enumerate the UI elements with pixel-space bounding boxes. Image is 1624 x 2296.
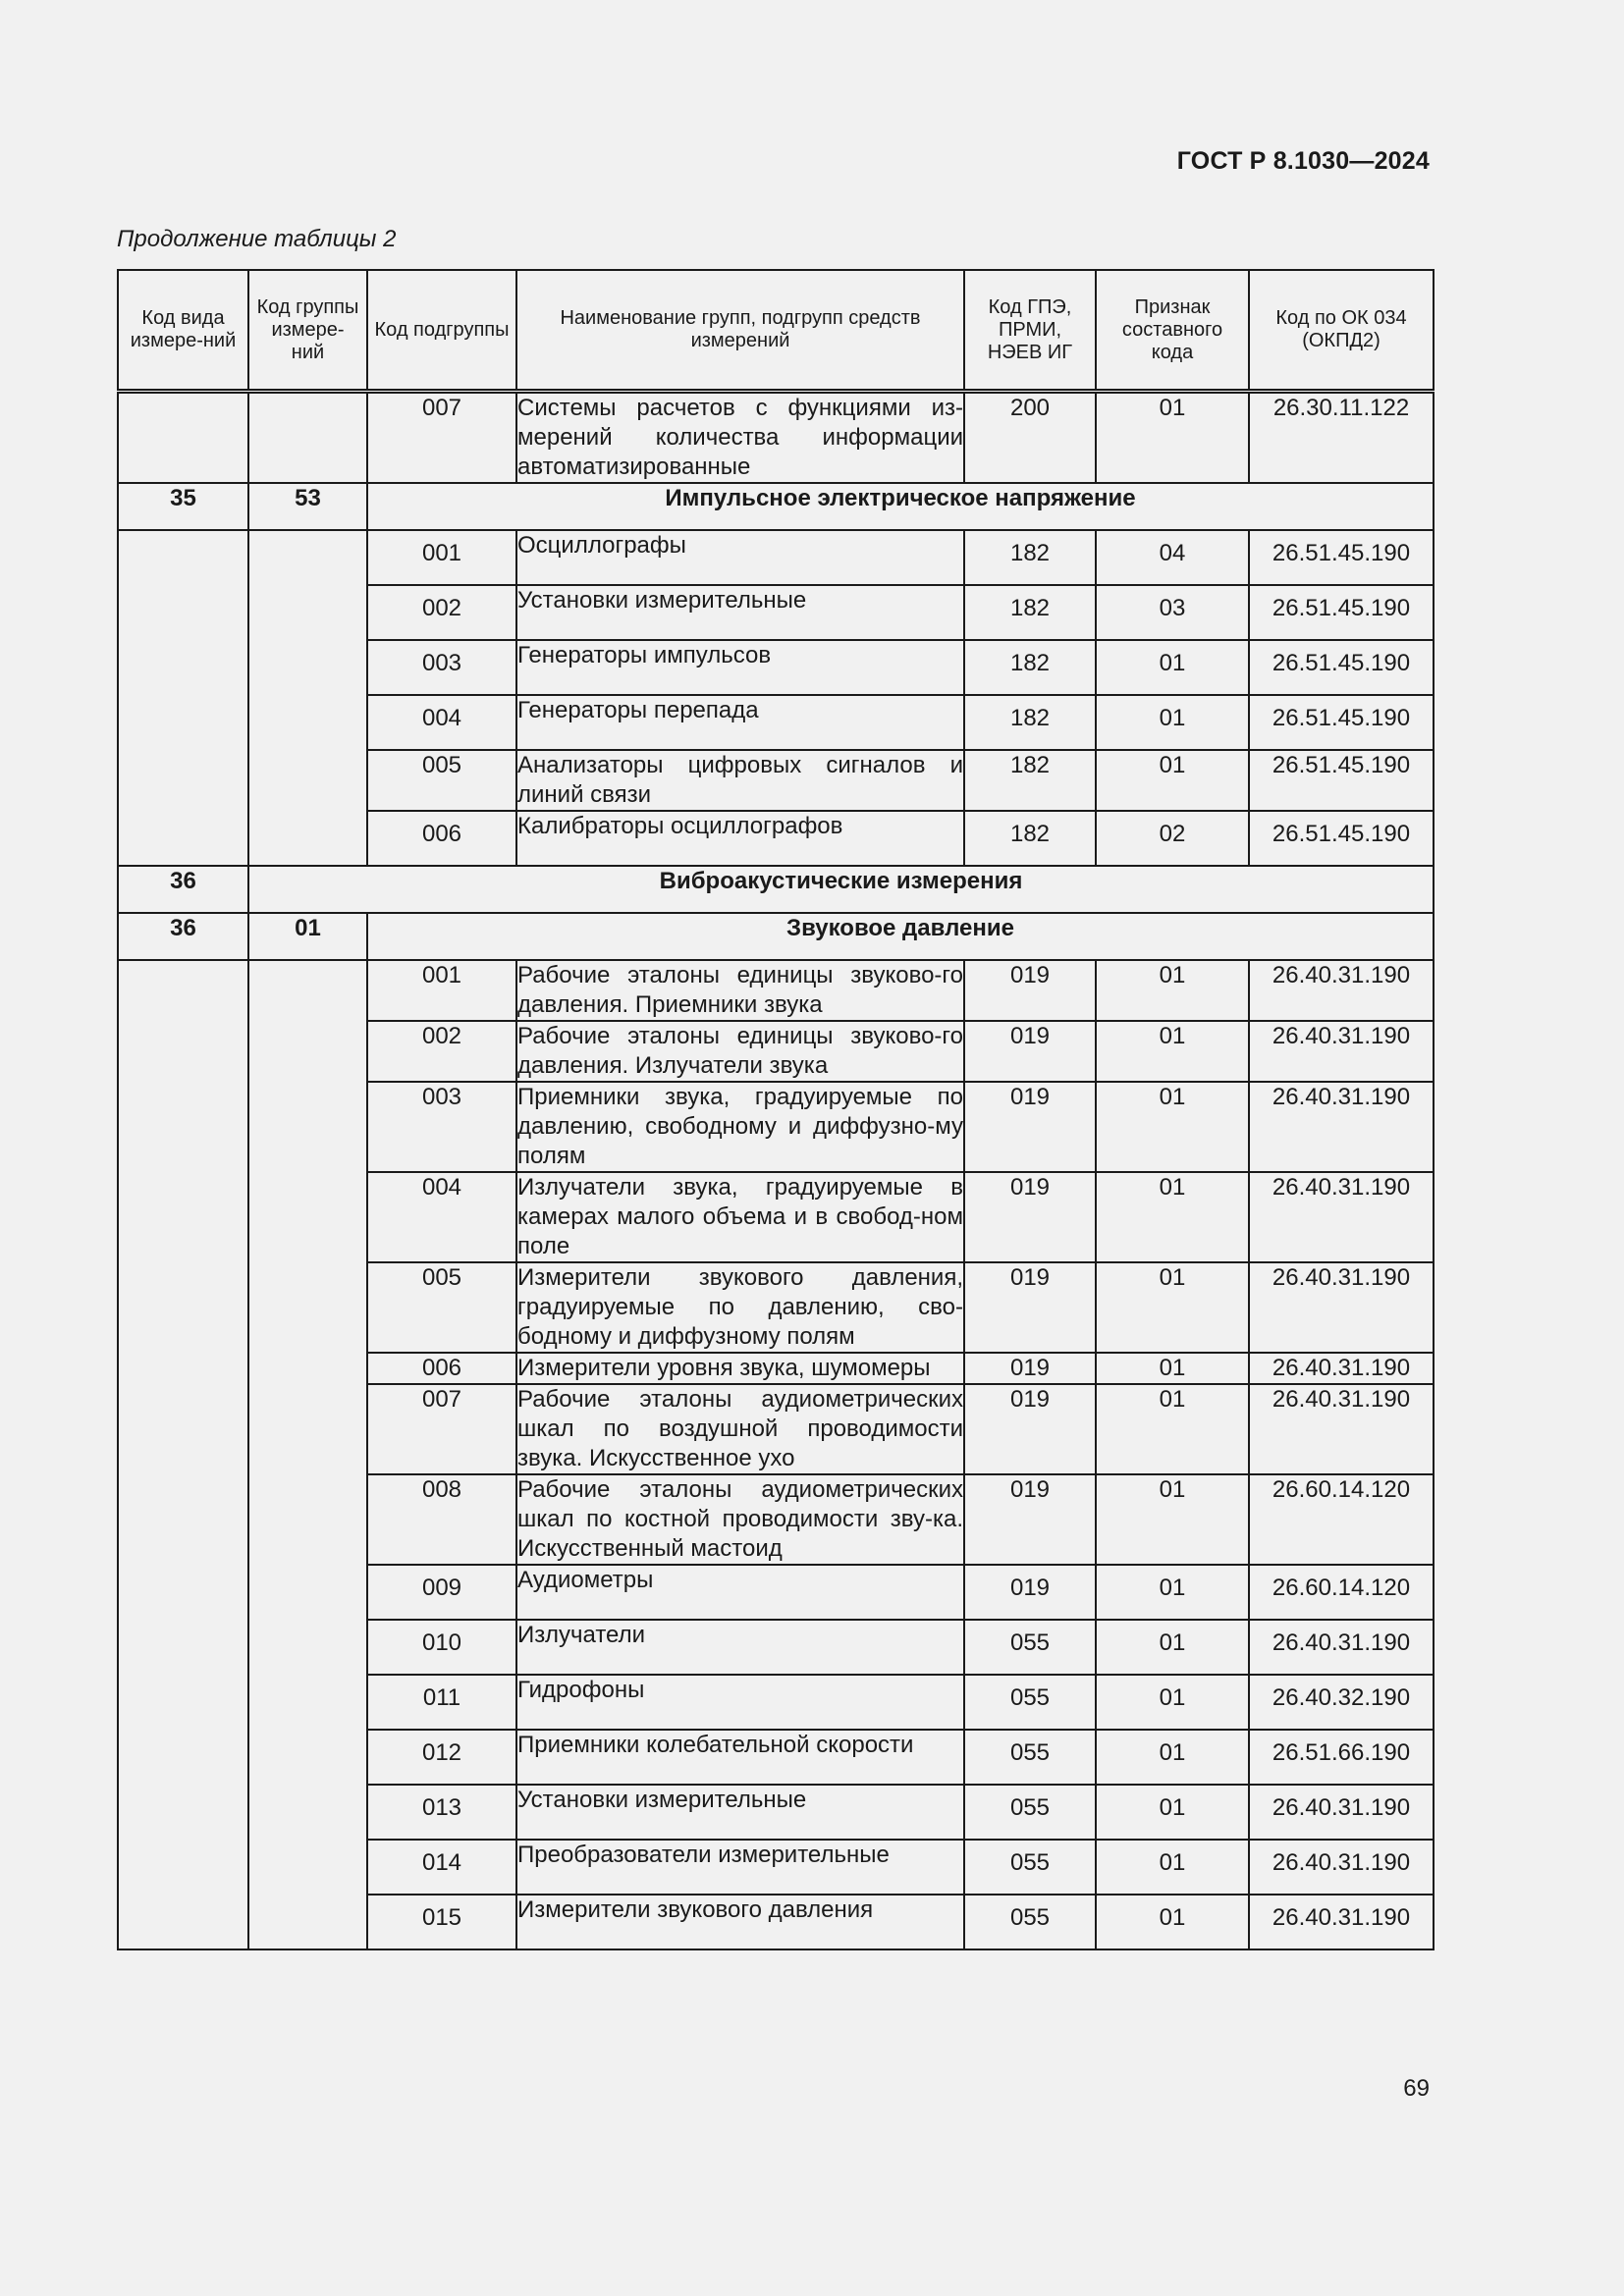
gpe-code: 019 xyxy=(964,1384,1096,1474)
composite-flag: 01 xyxy=(1096,1172,1249,1262)
composite-flag: 01 xyxy=(1096,960,1249,1021)
subgroup-code: 008 xyxy=(367,1474,516,1565)
composite-flag: 01 xyxy=(1096,1840,1249,1895)
okpd-code: 26.51.45.190 xyxy=(1249,530,1434,585)
group-row xyxy=(118,913,1434,960)
group-code: 01 xyxy=(248,913,367,960)
instrument-name: Приемники звука, градуируемые по давлению, свободному и диффузно-му полям xyxy=(516,1082,964,1172)
group-title: Звуковое давление xyxy=(367,913,1434,960)
subgroup-code: 005 xyxy=(367,1262,516,1353)
instrument-name: Установки измерительные xyxy=(516,585,964,640)
okpd-code: 26.30.11.122 xyxy=(1249,392,1434,484)
gpe-code: 182 xyxy=(964,640,1096,695)
subgroup-code: 004 xyxy=(367,695,516,750)
okpd-code: 26.40.31.190 xyxy=(1249,1082,1434,1172)
gpe-code: 055 xyxy=(964,1785,1096,1840)
gpe-code: 019 xyxy=(964,1021,1096,1082)
gpe-code: 055 xyxy=(964,1730,1096,1785)
composite-flag: 04 xyxy=(1096,530,1249,585)
composite-flag: 01 xyxy=(1096,695,1249,750)
table-row xyxy=(118,392,1434,484)
subgroup-code: 004 xyxy=(367,1172,516,1262)
classification-table xyxy=(117,269,1435,1950)
group-code-cell xyxy=(248,530,367,866)
vid-code-cell xyxy=(118,392,248,484)
gpe-code: 019 xyxy=(964,1353,1096,1384)
composite-flag: 01 xyxy=(1096,1565,1249,1620)
gpe-code: 055 xyxy=(964,1675,1096,1730)
gpe-code: 019 xyxy=(964,960,1096,1021)
group-title: Импульсное электрическое напряжение xyxy=(367,483,1434,530)
composite-flag: 01 xyxy=(1096,1895,1249,1949)
page-number: 69 xyxy=(1403,2075,1430,2102)
instrument-name: Измерители звукового давления xyxy=(516,1895,964,1949)
subgroup-code: 010 xyxy=(367,1620,516,1675)
gpe-code: 055 xyxy=(964,1620,1096,1675)
instrument-name: Рабочие эталоны аудиометрических шкал по костной проводимости зву-ка. Искусственный мастоид xyxy=(516,1474,964,1565)
subgroup-code: 012 xyxy=(367,1730,516,1785)
instrument-name: Осциллографы xyxy=(516,530,964,585)
table-caption: Продолжение таблицы 2 xyxy=(117,226,397,252)
instrument-name: Измерители уровня звука, шумомеры xyxy=(516,1353,964,1384)
instrument-name: Рабочие эталоны единицы звуково-го давления. Приемники звука xyxy=(516,960,964,1021)
instrument-name: Рабочие эталоны единицы звуково-го давления. Излучатели звука xyxy=(516,1021,964,1082)
okpd-code: 26.40.31.190 xyxy=(1249,1840,1434,1895)
okpd-code: 26.60.14.120 xyxy=(1249,1565,1434,1620)
gpe-code: 055 xyxy=(964,1840,1096,1895)
okpd-code: 26.51.45.190 xyxy=(1249,640,1434,695)
instrument-name: Излучатели звука, градуируемые в камерах малого объема и в свобод-ном поле xyxy=(516,1172,964,1262)
gpe-code: 182 xyxy=(964,750,1096,811)
group-row xyxy=(118,866,1434,913)
okpd-code: 26.51.45.190 xyxy=(1249,750,1434,811)
composite-flag: 01 xyxy=(1096,1384,1249,1474)
subgroup-code: 001 xyxy=(367,530,516,585)
column-header: Код подгруппы xyxy=(367,270,516,392)
vid-code-cell xyxy=(118,960,248,1949)
composite-flag: 03 xyxy=(1096,585,1249,640)
group-row xyxy=(118,483,1434,530)
group-code: 53 xyxy=(248,483,367,530)
okpd-code: 26.40.32.190 xyxy=(1249,1675,1434,1730)
vid-code-cell xyxy=(118,530,248,866)
instrument-name: Гидрофоны xyxy=(516,1675,964,1730)
composite-flag: 01 xyxy=(1096,1353,1249,1384)
vid-code: 36 xyxy=(118,913,248,960)
gpe-code: 182 xyxy=(964,811,1096,866)
okpd-code: 26.40.31.190 xyxy=(1249,1262,1434,1353)
gpe-code: 019 xyxy=(964,1474,1096,1565)
subgroup-code: 006 xyxy=(367,1353,516,1384)
okpd-code: 26.40.31.190 xyxy=(1249,1021,1434,1082)
okpd-code: 26.40.31.190 xyxy=(1249,1353,1434,1384)
subgroup-code: 007 xyxy=(367,392,516,484)
subgroup-code: 011 xyxy=(367,1675,516,1730)
composite-flag: 01 xyxy=(1096,1730,1249,1785)
subgroup-code: 003 xyxy=(367,1082,516,1172)
gpe-code: 182 xyxy=(964,530,1096,585)
okpd-code: 26.51.45.190 xyxy=(1249,811,1434,866)
table-body xyxy=(118,392,1434,1950)
composite-flag: 01 xyxy=(1096,1021,1249,1082)
composite-flag: 01 xyxy=(1096,640,1249,695)
composite-flag: 01 xyxy=(1096,750,1249,811)
column-header: Код по ОК 034 (ОКПД2) xyxy=(1249,270,1434,392)
subgroup-code: 002 xyxy=(367,585,516,640)
document-id: ГОСТ Р 8.1030—2024 xyxy=(1176,147,1430,175)
gpe-code: 019 xyxy=(964,1565,1096,1620)
composite-flag: 02 xyxy=(1096,811,1249,866)
gpe-code: 055 xyxy=(964,1895,1096,1949)
instrument-name: Измерители звукового давления, градуируемые по давлению, сво-бодному и диффузному полям xyxy=(516,1262,964,1353)
group-code-cell xyxy=(248,392,367,484)
composite-flag: 01 xyxy=(1096,1262,1249,1353)
subgroup-code: 006 xyxy=(367,811,516,866)
instrument-name: Излучатели xyxy=(516,1620,964,1675)
vid-code: 35 xyxy=(118,483,248,530)
subgroup-code: 002 xyxy=(367,1021,516,1082)
table-header-row xyxy=(118,270,1434,392)
column-header: Код вида измере-ний xyxy=(118,270,248,392)
vid-code: 36 xyxy=(118,866,248,913)
subgroup-code: 013 xyxy=(367,1785,516,1840)
instrument-name: Аудиометры xyxy=(516,1565,964,1620)
okpd-code: 26.40.31.190 xyxy=(1249,1384,1434,1474)
instrument-name: Калибраторы осциллографов xyxy=(516,811,964,866)
column-header: Код группы измере-ний xyxy=(248,270,367,392)
instrument-name: Приемники колебательной скорости xyxy=(516,1730,964,1785)
table-row xyxy=(118,960,1434,1021)
composite-flag: 01 xyxy=(1096,392,1249,484)
instrument-name: Преобразователи измерительные xyxy=(516,1840,964,1895)
okpd-code: 26.51.66.190 xyxy=(1249,1730,1434,1785)
group-title: Виброакустические измерения xyxy=(248,866,1434,913)
okpd-code: 26.51.45.190 xyxy=(1249,585,1434,640)
gpe-code: 200 xyxy=(964,392,1096,484)
subgroup-code: 005 xyxy=(367,750,516,811)
column-header: Признак составного кода xyxy=(1096,270,1249,392)
gpe-code: 182 xyxy=(964,585,1096,640)
composite-flag: 01 xyxy=(1096,1785,1249,1840)
group-code-cell xyxy=(248,960,367,1949)
subgroup-code: 001 xyxy=(367,960,516,1021)
instrument-name: Установки измерительные xyxy=(516,1785,964,1840)
subgroup-code: 009 xyxy=(367,1565,516,1620)
subgroup-code: 003 xyxy=(367,640,516,695)
instrument-name: Системы расчетов с функциями из-мерений количества информации автоматизированные xyxy=(516,392,964,484)
subgroup-code: 015 xyxy=(367,1895,516,1949)
table-row xyxy=(118,530,1434,585)
okpd-code: 26.40.31.190 xyxy=(1249,1620,1434,1675)
okpd-code: 26.60.14.120 xyxy=(1249,1474,1434,1565)
instrument-name: Рабочие эталоны аудиометрических шкал по воздушной проводимости звука. Искусственное ухо xyxy=(516,1384,964,1474)
okpd-code: 26.51.45.190 xyxy=(1249,695,1434,750)
instrument-name: Генераторы импульсов xyxy=(516,640,964,695)
gpe-code: 019 xyxy=(964,1172,1096,1262)
column-header: Код ГПЭ, ПРМИ, НЭЕВ ИГ xyxy=(964,270,1096,392)
gpe-code: 182 xyxy=(964,695,1096,750)
gpe-code: 019 xyxy=(964,1262,1096,1353)
composite-flag: 01 xyxy=(1096,1620,1249,1675)
okpd-code: 26.40.31.190 xyxy=(1249,1785,1434,1840)
okpd-code: 26.40.31.190 xyxy=(1249,960,1434,1021)
instrument-name: Генераторы перепада xyxy=(516,695,964,750)
okpd-code: 26.40.31.190 xyxy=(1249,1895,1434,1949)
okpd-code: 26.40.31.190 xyxy=(1249,1172,1434,1262)
composite-flag: 01 xyxy=(1096,1474,1249,1565)
instrument-name: Анализаторы цифровых сигналов и линий связи xyxy=(516,750,964,811)
subgroup-code: 007 xyxy=(367,1384,516,1474)
subgroup-code: 014 xyxy=(367,1840,516,1895)
composite-flag: 01 xyxy=(1096,1675,1249,1730)
column-header: Наименование групп, подгрупп средств измерений xyxy=(516,270,964,392)
gpe-code: 019 xyxy=(964,1082,1096,1172)
composite-flag: 01 xyxy=(1096,1082,1249,1172)
